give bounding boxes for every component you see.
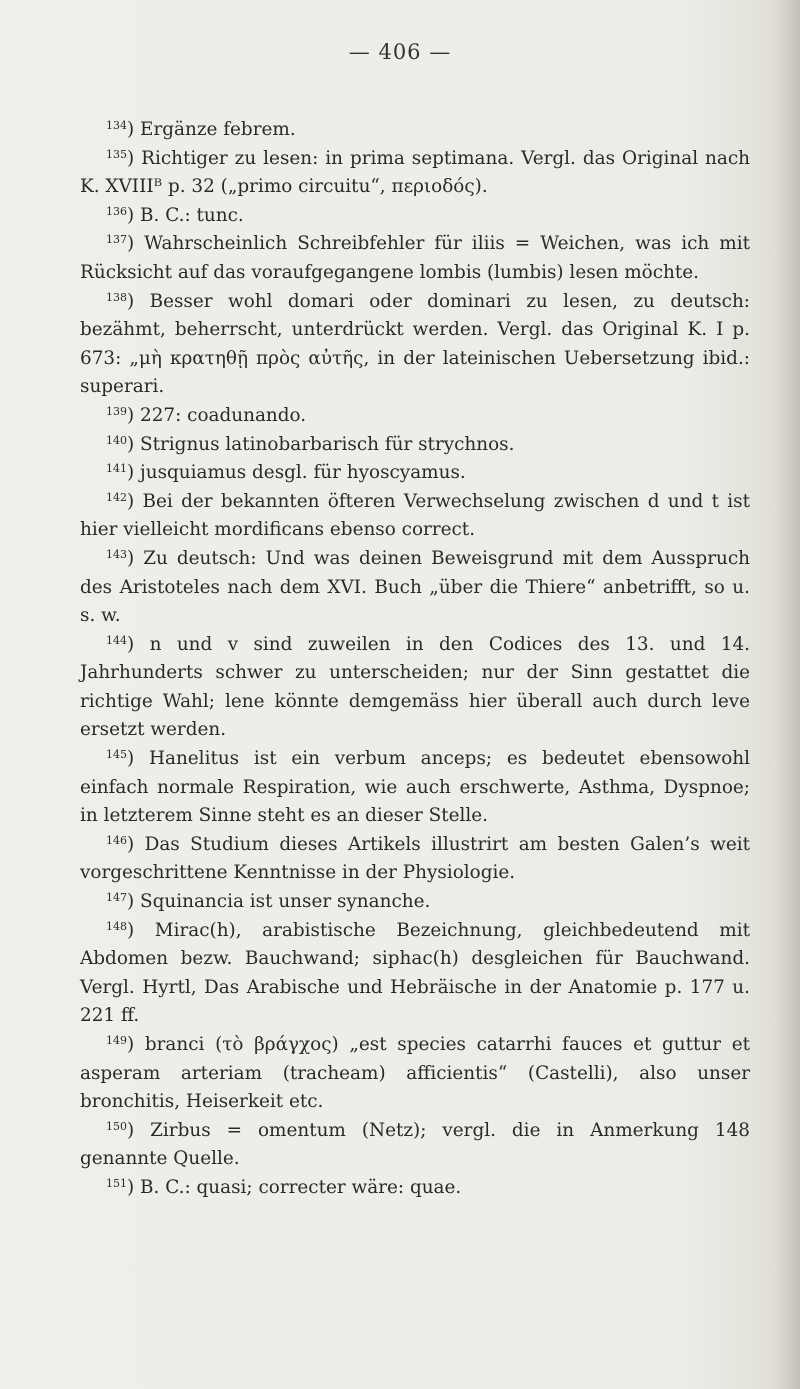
page-number: — 406 — [348,40,452,64]
footnote-number: 143 [106,547,127,561]
footnote-number: 140 [106,433,127,447]
footnote [80,431,750,460]
footnote-number: 138 [106,290,127,304]
page-edge-shadow [774,0,800,1389]
footnote-number: 142 [106,490,127,504]
footnote-text: ) Besser wohl domari oder dominari zu lesen, zu deutsch: bezähmt, beherrscht, unterdrückt werden. Vergl. das Original K. I p. 673: „μὴ κρατηθῇ πρὸς αὐτῆς, in der lateinischen Uebersetzung ibid.: superari. [80,290,750,398]
footnote-number: 147 [106,891,127,905]
footnote [80,545,750,631]
footnote [80,1031,750,1117]
footnote-number: 139 [106,404,127,418]
footnote-number: 136 [106,204,127,218]
footnote-text: ) branci (τὸ βράγχος) „est species catarrhi fauces et guttur et asperam arteriam (tracheam) afficientis“ (Castelli), also unser bronchitis, Heiserkeit etc. [80,1034,750,1113]
footnote-text: ) 227: coadunando. [127,404,307,426]
footnote [80,459,750,488]
footnotes-list [80,116,750,1203]
footnote [80,831,750,888]
footnote-number: 134 [106,119,127,132]
footnote-number: 151 [106,1176,127,1190]
footnote-number: 148 [106,919,127,933]
footnote [80,631,750,745]
footnote-text: ) n und v sind zuweilen in den Codices des 13. und 14. Jahrhunderts schwer zu unterscheiden; nur der Sinn gestattet die richtige Wahl; lene könnte demgemäss hier überall auch durch leve ersetzt werden. [80,633,750,741]
footnote-text: ) Richtiger zu lesen: in prima septimana. Vergl. das Original nach K. XVIIIᴮ p. 32 („primo circuitu“, περιοδός). [80,147,750,198]
footnote-number: 144 [106,633,127,647]
footnote [80,402,750,431]
footnote-text: ) Ergänze febrem. [127,119,296,140]
footnote-number: 145 [106,748,127,762]
footnote [80,230,750,287]
footnote-text: ) Hanelitus ist ein verbum anceps; es bedeutet ebensowohl einfach normale Respiration, wie auch erschwerte, Asthma, Dyspnoe; in letzterem Sinne steht es an dieser Stelle. [80,748,750,827]
footnote-text: ) B. C.: quasi; correcter wäre: quae. [127,1176,462,1198]
footnote [80,145,750,202]
footnote-text: ) Squinancia ist unser synanche. [127,891,431,913]
footnote-text: ) Strignus latinobarbarisch für strychnos. [127,433,515,455]
footnote [80,288,750,402]
footnote-number: 135 [106,147,127,161]
footnote-text: ) Das Studium dieses Artikels illustrirt am besten Galen’s weit vorgeschrittene Kenntnisse in der Physiologie. [80,833,750,884]
footnote [80,888,750,917]
footnote [80,1117,750,1174]
footnote-text: ) Mirac(h), arabistische Bezeichnung, gleichbedeutend mit Abdomen bezw. Bauchwand; siphac(h) desgleichen für Bauchwand. Vergl. Hyrtl, Das Arabische und Hebräische in der Anatomie p. 177 u. 221 ff. [80,919,750,1027]
footnote [80,116,750,145]
footnote [80,202,750,231]
footnote-text: ) jusquiamus desgl. für hyoscyamus. [127,462,466,484]
footnote-number: 137 [106,233,127,247]
footnote-text: ) Zu deutsch: Und was deinen Beweisgrund mit dem Ausspruch des Aristoteles nach dem XVI. Buch „über die Thiere“ anbetrifft, so u. s. w. [80,547,750,627]
footnote [80,745,750,831]
footnote-number: 149 [106,1034,127,1047]
footnote-number: 146 [106,833,127,847]
footnote [80,1174,750,1203]
footnote-number: 141 [106,462,127,476]
footnote-text: ) Bei der bekannten öfteren Verwechselung zwischen d und t ist hier vielleicht mordificans ebenso correct. [80,490,750,541]
footnote-number: 150 [106,1119,127,1133]
footnote-text: ) Zirbus = omentum (Netz); vergl. die in Anmerkung 148 genannte Quelle. [80,1119,750,1170]
footnote-text: ) Wahrscheinlich Schreibfehler für iliis = Weichen, was ich mit Rücksicht auf das voraufgegangene lombis (lumbis) lesen möchte. [80,233,750,283]
footnote-text: ) B. C.: tunc. [127,204,244,226]
footnote [80,917,750,1031]
footnote [80,488,750,545]
